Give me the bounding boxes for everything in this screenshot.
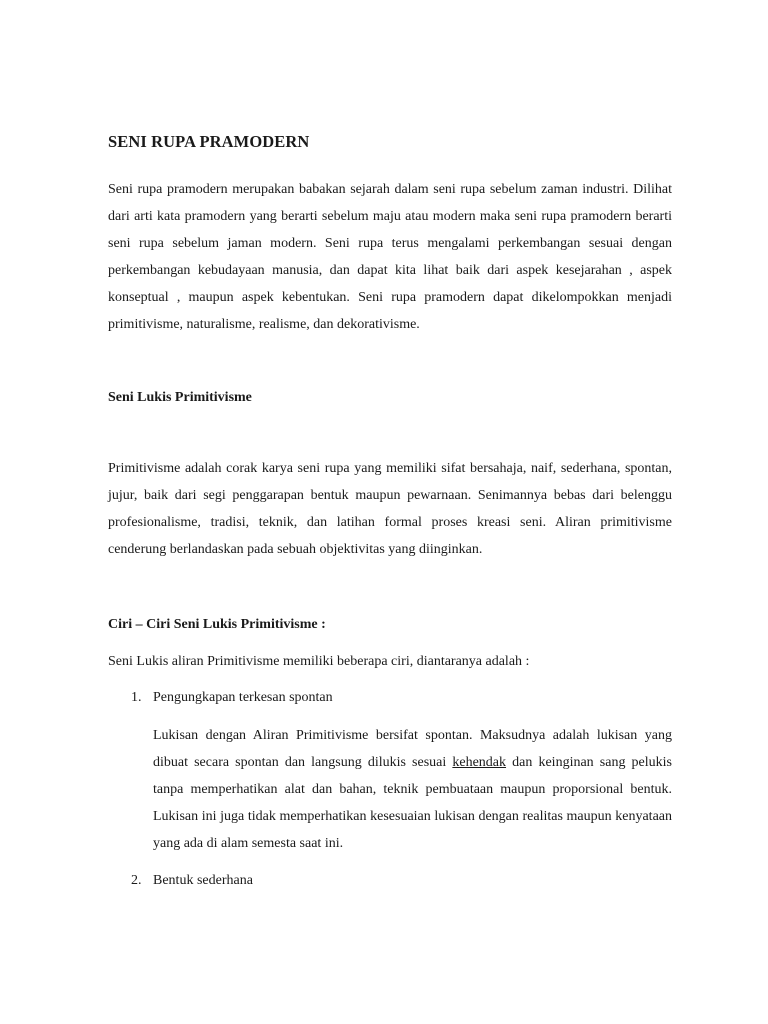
list-item-2: [131, 873, 253, 889]
list-item-label: Pengungkapan terkesan spontan: [153, 690, 333, 705]
underlined-word: kehendak: [452, 755, 507, 770]
description-text: dan keinginan sang pelukis tanpa memperhatikan alat dan bahan, teknik pembuataan maupun proporsional bentuk. Lukisan ini juga tidak memperhatikan kesesuaian lukisan dengan realitas maupun kenyataan yang ada di alam semesta saat ini.: [153, 755, 672, 851]
primitivisme-paragraph: Primitivisme adalah corak karya seni rupa yang memiliki sifat bersahaja, naif, sederhana, spontan, jujur, baik dari segi penggarapan bentuk maupun pewarnaan. Senimannya bebas dari belenggu profesionalisme, tradisi, teknik, dan latihan formal proses kreasi seni. Aliran primitivisme cenderung berlandaskan pada sebuah objektivitas yang diinginkan.: [108, 461, 672, 557]
list-item-1: [131, 690, 333, 706]
list-number: 2.: [131, 873, 142, 888]
list-item-1-description: [153, 722, 672, 857]
ciri-intro-paragraph: Seni Lukis aliran Primitivisme memiliki beberapa ciri, diantaranya adalah :: [108, 654, 530, 669]
description-text: Lukisan dengan Aliran Primitivisme bersifat spontan. Maksudnya adalah lukisan yang dibuat secara spontan dan langsung dilukis sesuai: [153, 728, 672, 770]
section-heading-ciri: Ciri – Ciri Seni Lukis Primitivisme :: [108, 617, 326, 632]
list-item-label: Bentuk sederhana: [153, 873, 253, 888]
document-title: SENI RUPA PRAMODERN: [108, 132, 310, 151]
intro-paragraph: Seni rupa pramodern merupakan babakan sejarah dalam seni rupa sebelum zaman industri. Dilihat dari arti kata pramodern yang berarti sebelum maju atau modern maka seni rupa pramodern berarti seni rupa sebelum jaman modern. Seni rupa terus mengalami perkembangan sesuai dengan perkembangan kebudayaan manusia, dan dapat kita lihat baik dari aspek kesejarahan , aspek konseptual , maupun aspek kebentukan. Seni rupa pramodern dapat dikelompokkan menjadi primitivisme, naturalisme, realisme, dan dekorativisme.: [108, 182, 672, 332]
list-number: 1.: [131, 690, 142, 705]
section-heading-primitivisme: Seni Lukis Primitivisme: [108, 390, 252, 405]
